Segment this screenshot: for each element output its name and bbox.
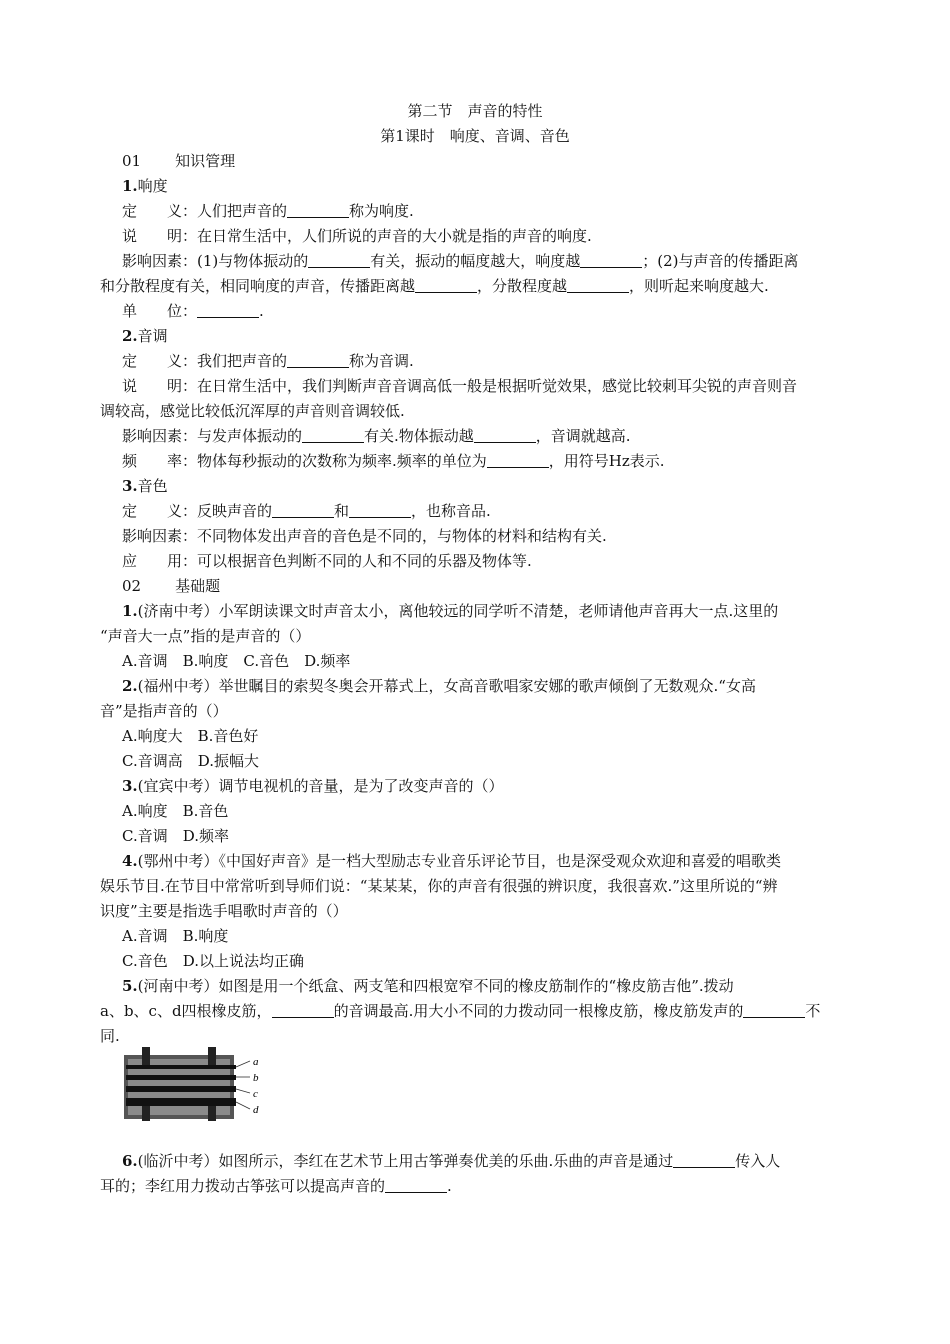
fill-blank[interactable] xyxy=(197,303,259,318)
question-2: 2.(福州中考）举世瞩目的索契冬奥会开幕式上，女高音歌唱家安娜的歌声倾倒了无数观众.“女高 xyxy=(122,677,756,695)
question-4: 4.(鄂州中考）《中国好声音》是一档大型励志专业音乐评论节目，也是深受观众欢迎和喜爱的唱歌类 xyxy=(122,852,782,870)
timbre-application: 应 用：可以根据音色判断不同的人和不同的乐器及物体等. xyxy=(122,552,532,570)
pitch-note: 说 明：在日常生活中，我们判断声音音调高低一般是根据听觉效果，感觉比较刺耳尖锐的声音则音 xyxy=(122,377,798,395)
fill-blank[interactable] xyxy=(567,278,629,293)
fill-blank[interactable] xyxy=(385,1178,447,1193)
question-4-options-ab[interactable]: A.音调 B.响度 xyxy=(122,927,229,945)
question-2-cont: 音”是指声音的（） xyxy=(100,702,228,720)
pitch-definition: 定 义：我们把声音的 称为音调. xyxy=(122,352,414,370)
question-4-options-cd[interactable]: C.音色 D.以上说法均正确 xyxy=(122,952,304,970)
label-a: a xyxy=(253,1056,259,1068)
question-5-cont2: 同. xyxy=(100,1027,120,1045)
pen-right xyxy=(208,1047,216,1067)
question-2-options-cd[interactable]: C.音调高 D.振幅大 xyxy=(122,752,259,770)
rubber-band-c xyxy=(126,1086,236,1092)
label-c: c xyxy=(253,1088,258,1100)
fill-blank[interactable] xyxy=(415,278,477,293)
fill-blank[interactable] xyxy=(272,503,334,518)
question-3-options-cd[interactable]: C.音调 D.频率 xyxy=(122,827,229,845)
fill-blank[interactable] xyxy=(474,428,536,443)
loudness-factors-cont: 和分散程度有关，相同响度的声音，传播距离越 ，分散程度越 ，则听起来响度越大. xyxy=(100,277,769,295)
question-1: 1.(济南中考）小军朗读课文时声音太小，离他较远的同学听不清楚，老师请他声音再大一点.这里的 xyxy=(122,602,779,620)
loudness-definition: 定 义：人们把声音的 称为响度. xyxy=(122,202,414,220)
section-number: 02 xyxy=(122,577,142,595)
question-1-cont: “声音大一点”指的是声音的（） xyxy=(100,627,311,645)
question-5: 5.(河南中考）如图是用一个纸盒、两支笔和四根宽窄不同的橡皮筋制作的“橡皮筋吉他”.拨动 xyxy=(122,977,734,995)
heading-timbre: 3.音色 xyxy=(122,477,168,495)
question-3: 3.(宜宾中考）调节电视机的音量，是为了改变声音的（） xyxy=(122,777,504,795)
loudness-factors: 影响因素：(1)与物体振动的 有关，振动的幅度越大，响度越 ；(2)与声音的传播距离 xyxy=(122,252,799,270)
label-d: d xyxy=(253,1104,259,1116)
section-title: 第二节 声音的特性 xyxy=(407,102,543,120)
fill-blank[interactable] xyxy=(302,428,364,443)
section-number: 01 xyxy=(122,152,142,170)
rubber-band-guitar-figure xyxy=(120,1043,268,1125)
question-1-options[interactable]: A.音调 B.响度 C.音色 D.频率 xyxy=(122,652,351,670)
section-heading-basic xyxy=(122,576,950,596)
fill-blank[interactable] xyxy=(743,1003,805,1018)
fill-blank[interactable] xyxy=(308,253,370,268)
question-4-cont: 娱乐节目.在节目中常常听到导师们说：“某某某，你的声音有很强的辨识度，我很喜欢.”这里所说的“辨 xyxy=(100,877,778,895)
pitch-factors: 影响因素：与发声体振动的 有关.物体振动越 ，音调就越高. xyxy=(122,427,631,445)
section-heading-knowledge xyxy=(122,151,950,171)
section-label: 知识管理 xyxy=(175,152,236,170)
question-2-options-ab[interactable]: A.响度大 B.音色好 xyxy=(122,727,259,745)
rubber-band-b xyxy=(126,1075,236,1080)
fill-blank[interactable] xyxy=(287,353,349,368)
fill-blank[interactable] xyxy=(349,503,411,518)
question-6: 6.(临沂中考）如图所示，李红在艺术节上用古筝弹奏优美的乐曲.乐曲的声音是通过 传入人 xyxy=(122,1152,781,1170)
pen-left xyxy=(142,1047,150,1067)
fill-blank[interactable] xyxy=(287,203,349,218)
fill-blank[interactable] xyxy=(487,453,549,468)
lesson-subtitle: 第1课时 响度、音调、音色 xyxy=(380,127,570,145)
label-b: b xyxy=(253,1072,259,1084)
question-5-cont: a、b、c、d四根橡皮筋， 的音调最高.用大小不同的力拨动同一根橡皮筋，橡皮筋发声的 不 xyxy=(100,1002,821,1020)
fill-blank[interactable] xyxy=(580,253,642,268)
question-3-options-ab[interactable]: A.响度 B.音色 xyxy=(122,802,229,820)
question-6-cont: 耳的；李红用力拨动古筝弦可以提高声音的 . xyxy=(100,1177,452,1195)
pitch-note-cont: 调较高，感觉比较低沉浑厚的声音则音调较低. xyxy=(100,402,405,420)
fill-blank[interactable] xyxy=(272,1003,334,1018)
question-4-cont2: 识度”主要是指选手唱歌时声音的（） xyxy=(100,902,348,920)
loudness-unit: 单 位： . xyxy=(122,302,264,320)
timbre-definition: 定 义：反映声音的 和 ，也称音品. xyxy=(122,502,491,520)
rubber-band-d xyxy=(126,1098,236,1106)
fill-blank[interactable] xyxy=(673,1153,735,1168)
heading-pitch: 2.音调 xyxy=(122,327,168,345)
loudness-note: 说 明：在日常生活中，人们所说的声音的大小就是指的声音的响度. xyxy=(122,227,592,245)
timbre-factors: 影响因素：不同物体发出声音的音色是不同的，与物体的材料和结构有关. xyxy=(122,527,607,545)
pitch-frequency: 频 率：物体每秒振动的次数称为频率.频率的单位为 ，用符号Hz表示. xyxy=(122,452,665,470)
heading-loudness: 1.响度 xyxy=(122,177,168,195)
rubber-band-a xyxy=(126,1065,236,1069)
section-label: 基础题 xyxy=(175,577,221,595)
